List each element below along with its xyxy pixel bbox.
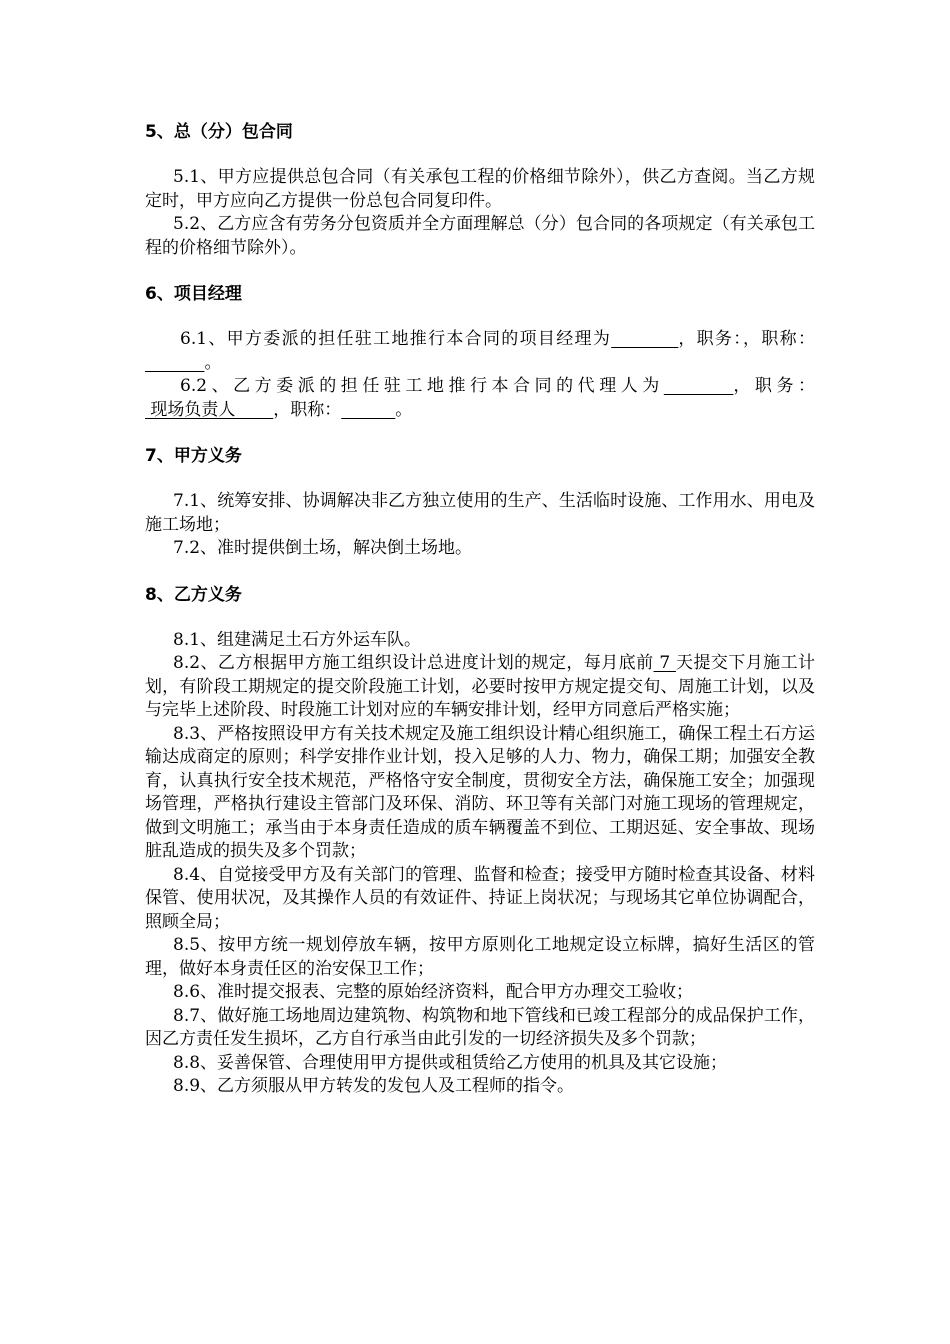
clause-8-1: 8.1、组建满足土石方外运车队。 bbox=[173, 629, 422, 650]
section-5-heading: 5、总（分）包合同 bbox=[145, 122, 293, 142]
section-6-heading: 6、项目经理 bbox=[145, 284, 242, 304]
clause-8-4: 8.4、自觉接受甲方及有关部门的管理、监督和检查；接受甲方随时检查其设备、材料保管、使用状况，及其操作人员的有效证件、持证上岗状况；与现场其它单位协调配合，照顾全局； bbox=[145, 864, 815, 932]
clause-8-5: 8.5、按甲方统一规划停放车辆，按甲方原则化工地规定设立标牌，搞好生活区的管理，做好本身责任区的治安保卫工作； bbox=[145, 935, 815, 979]
clause-6-2-text-c: ，职称： bbox=[273, 399, 342, 420]
clause-6-2 bbox=[145, 375, 815, 422]
clause-5-1: 5.1、甲方应提供总包合同（有关承包工程的价格细节除外），供乙方查阅。当乙方规定时，甲方应向乙方提供一份总包合同复印件。 bbox=[145, 167, 815, 211]
clause-8-9: 8.9、乙方须服从甲方转发的发包人及工程师的指令。 bbox=[173, 1076, 575, 1096]
project-manager-blank bbox=[611, 329, 678, 349]
document-page bbox=[145, 120, 815, 1099]
clause-6-1-text-a: 6.1、甲方委派的担任驻工地推行本合同的项目经理为 bbox=[180, 329, 612, 349]
clause-7-2: 7.2、准时提供倒土场，解决倒土场地。 bbox=[173, 538, 473, 558]
clause-6-2-text-d: 。 bbox=[395, 399, 413, 420]
clause-7-1: 7.1、统筹安排、协调解决非乙方独立使用的生产、生活临时设施、工作用水、用电及施工场地； bbox=[145, 491, 815, 535]
clause-6-1-text-b: ，职务：，职称： bbox=[678, 329, 815, 349]
clause-5-2: 5.2、乙方应含有劳务分包资质并全方面理解总（分）包合同的各项规定（有关承包工程的价格细节除外）。 bbox=[145, 214, 815, 258]
clause-8-6: 8.6、准时提交报表、完整的原始经济资料，配合甲方办理交工验收； bbox=[173, 982, 694, 1002]
clause-8-3: 8.3、严格按照设甲方有关技术规定及施工组织设计精心组织施工，确保工程土石方运输达成商定的原则；科学安排作业计划，投入足够的人力、物力，确保工期；加强安全教育，认真执行安全技术规范，严格恪守安全制度，贯彻安全方法，确保施工安全；加强现场管理，严格执行建设主管部门及环保、消防、环卫等有关部门对施工现场的管理规定，做到文明施工；承当由于本身责任造成的质车辆覆盖不到位、工期迟延、安全事故、现场脏乱造成的损失及多个罚款； bbox=[145, 723, 815, 861]
clause-6-1-text-c: 。 bbox=[204, 352, 222, 373]
agent-title-blank bbox=[341, 400, 395, 420]
clause-8-2-text-a: 8.2、乙方根据甲方施工组织设计总进度计划的规定，每月底前 bbox=[173, 653, 654, 673]
section-7-heading: 7、甲方义务 bbox=[145, 446, 242, 466]
clause-6-2-text-a: 6.2、乙方委派的担任驻工地推行本合同的代理人为 bbox=[180, 376, 664, 396]
clause-8-8: 8.8、妥善保管、合理使用甲方提供或租赁给乙方使用的机具及其它设施； bbox=[173, 1052, 728, 1073]
plan-days-value: 7 bbox=[653, 653, 677, 673]
section-8-heading: 8、乙方义务 bbox=[145, 584, 242, 605]
agent-name-blank bbox=[664, 376, 734, 396]
clause-8-2-text-b: 天提交下月施工计划，有阶段工期规定的提交阶段施工计划，必要时按甲方规定提交旬、周施工计划，以及与完毕上述阶段、时段施工计划对应的车辆安排计划，经甲方同意后严格实施； bbox=[145, 653, 815, 720]
manager-title-blank bbox=[145, 353, 204, 373]
agent-duty-value: 现场负责人 bbox=[145, 399, 274, 420]
clause-6-2-text-b: ，职务： bbox=[733, 376, 815, 396]
clause-8-2 bbox=[145, 652, 815, 723]
clause-6-1 bbox=[145, 328, 815, 375]
clause-8-7: 8.7、做好施工场地周边建筑物、构筑物和地下管线和已竣工程部分的成品保护工作，因乙方责任发生损坏，乙方自行承当由此引发的一切经济损失及多个罚款； bbox=[145, 1005, 815, 1049]
